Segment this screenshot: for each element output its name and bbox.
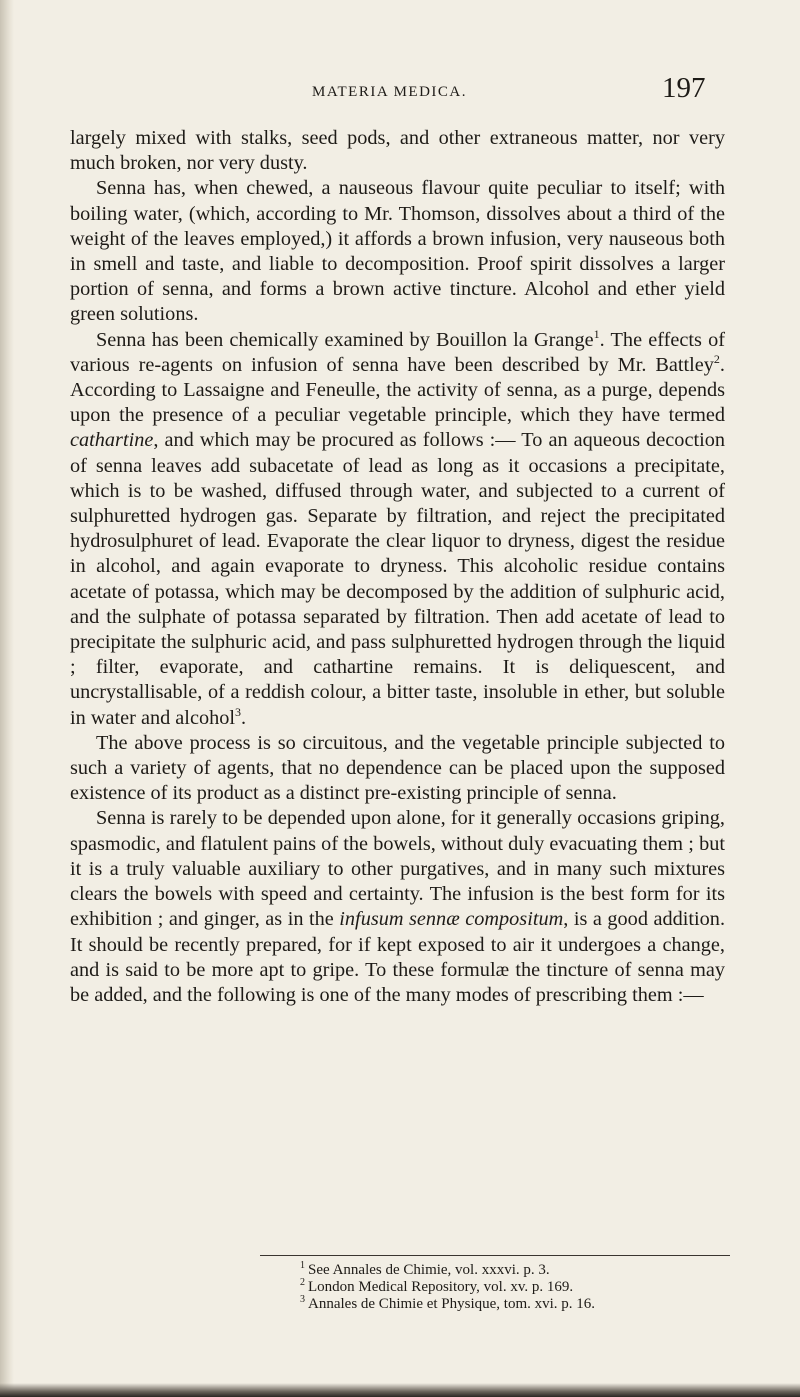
footnote-text: See Annales de Chimie, vol. xxxvi. p. 3. (308, 1262, 550, 1278)
footnote-mark: 3 (300, 1294, 305, 1305)
footnote-rule (260, 1255, 730, 1256)
paragraph-3-text-b: . The effects of various re-agents on infusion of senna have been described by Mr. Battley (70, 328, 725, 376)
footnote-mark: 2 (300, 1277, 305, 1288)
paragraph-5-text-a: Senna is rarely to be depended upon alone, for it generally occasions griping, spasmodic, and flatulent pains of the bowels, without duly evacuating them ; but it is a truly valuable auxiliary to other purgatives, and in many such mixtures clears the bowels with speed and certainty. The infusion is the best form for its exhibition ; and ginger, as in the (70, 807, 725, 931)
footnote-ref-3: 3 (235, 704, 242, 719)
footnote-text: Annales de Chimie et Physique, tom. xvi. p. 16. (308, 1296, 596, 1312)
page-bottom-shadow (0, 1383, 800, 1397)
paragraph-4: The above process is so circuitous, and the vegetable principle subjected to such a variety of agents, that no dependence can be placed upon the supposed existence of its product as a distinct pre-existing principle of senna. (70, 731, 725, 805)
page-number: 197 (662, 72, 706, 104)
page-header (0, 68, 800, 108)
paragraph-1: largely mixed with stalks, seed pods, and other extraneous matter, nor very much broken, nor very dusty. (70, 127, 725, 175)
footnote-text: London Medical Repository, vol. xv. p. 169. (308, 1279, 574, 1295)
footnotes (300, 1262, 740, 1313)
paragraph-3-text-d: , and which may be procured as follows :— To an aqueous decoction of senna leaves add subacetate of lead as long as it occasions a precipitate, which is to be washed, diffused through water, and subjected to a current of sulphuretted hydrogen gas. Separate by filtration, and reject the precipitated hydrosulphuret of lead. Evaporate the clear liquor to dryness, digest the residue in alcohol, and again evaporate to dryness. This alcoholic residue contains acetate of potassa, which may be decomposed by the addition of sulphuric acid, and the sulphate of potassa separated by filtration. Then add acetate of lead to precipitate the sulphuric acid, and pass sulphuretted hydrogen through the liquid ; filter, evaporate, and cathartine remains. It is deliquescent, and uncrystallisable, of a reddish colour, a bitter taste, insoluble in ether, but soluble in water and alcohol (70, 429, 725, 729)
term-infusum-sennae: infusum sennæ compositum (339, 908, 564, 931)
footnote-mark: 1 (300, 1260, 305, 1271)
footnote-ref-1: 1 (593, 326, 600, 341)
page-edge-shadow (0, 0, 14, 1397)
running-title: MATERIA MEDICA. (312, 84, 468, 100)
paragraph-3 (70, 328, 725, 731)
paragraph-3-text-e: . (241, 706, 247, 729)
term-cathartine: cathartine (70, 429, 154, 452)
footnote-3 (300, 1296, 740, 1313)
paragraph-2: Senna has, when chewed, a nauseous flavour quite peculiar to itself; with boiling water, (which, according to Mr. Thomson, dissolves about a third of the weight of the leaves employed,) it affords a brown infusion, very nauseous both in smell and taste, and liable to decomposition. Proof spirit dissolves a larger portion of senna, and forms a brown active tincture. Alcohol and ether yield green solutions. (70, 177, 725, 326)
footnote-1 (300, 1262, 740, 1279)
paragraph-5 (70, 806, 725, 1008)
paragraph-5-text-b: , is a good addition. It should be recently prepared, for if kept exposed to air it undergoes a change, and is said to be more apt to gripe. To these formulæ the tincture of senna may be added, and the following is one of the many modes of prescribing them :— (70, 908, 726, 1006)
paragraph-3-text-a: Senna has been chemically examined by Bouillon la Grange (96, 328, 594, 351)
paragraph-3-text-c: . According to Lassaigne and Feneulle, the activity of senna, as a purge, depends upon the presence of a peculiar vegetable principle, which they have termed (70, 353, 725, 427)
footnote-ref-2: 2 (713, 352, 720, 367)
body-text (70, 126, 725, 1008)
footnote-2 (300, 1279, 740, 1296)
